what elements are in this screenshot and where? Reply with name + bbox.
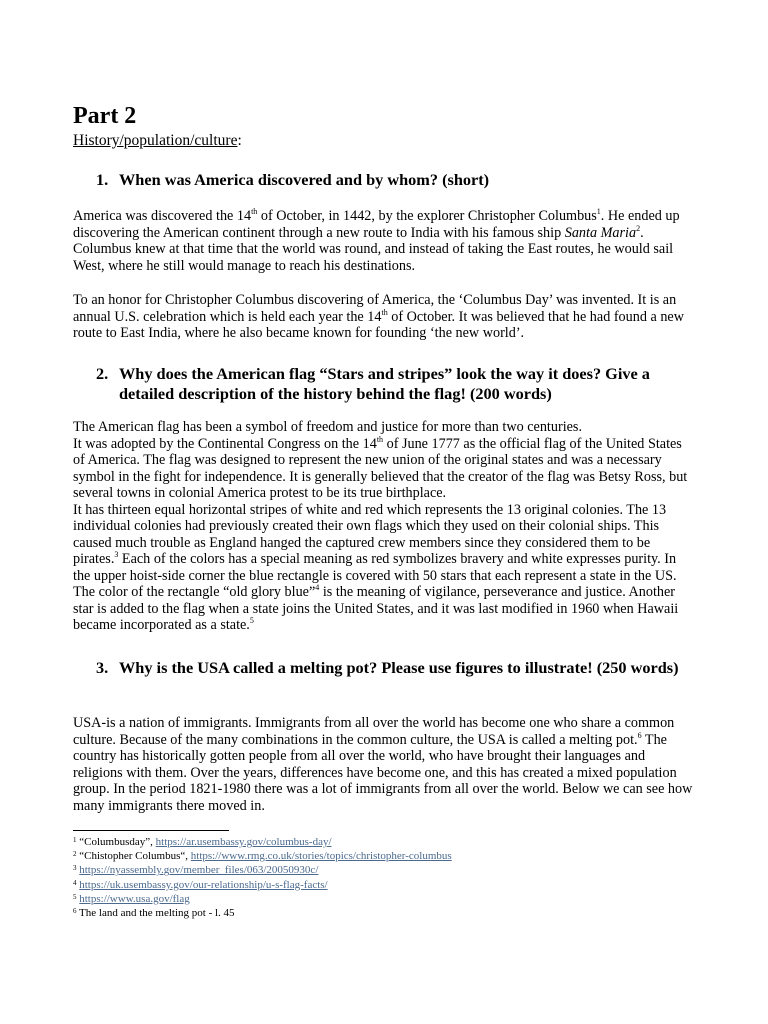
section-subheading: History/population/culture: [73,132,242,149]
footnote-link[interactable]: https://www.usa.gov/flag [79,892,190,905]
superscript: th [381,307,388,317]
superscript: th [376,434,384,444]
footnote-link[interactable]: https://uk.usembassy.gov/our-relationship/u-s-flag-facts/ [79,878,328,891]
question-text: When was America discovered and by whom? (short) [119,170,490,189]
footnotes [73,835,673,920]
superscript: th [251,207,258,216]
footnote-ref: 4 [315,583,320,592]
footnote-ref: 1 [596,207,601,216]
answer-1-paragraph-2: To an honor for Christopher Columbus discovering of America, the ‘Columbus Day’ was invented. It is an annual U.S. celebration which is held each year the 14th of October. It was believed that he had found a new route to East India, where he also became known for founding ‘the new world’. [73,292,684,341]
part-heading: Part 2 [73,103,137,129]
footnote-link[interactable]: https://www.rmg.co.uk/stories/topics/christopher-columbus [190,850,452,863]
footnote-link[interactable]: https://ar.usembassy.gov/columbus-day/ [155,836,332,848]
answer-3-paragraph: USA-is a nation of immigrants. Immigrants from all over the world has become one who share a common culture. Because of the many combinations in the common culture, the USA is called a melting pot.$^6$ The country has historically gotten people from all over the world, who have brought their languages and religions with them. Over the years, differences have become one, and this has created a mixed population group. In the period 1821-1980 there was a lot of immigrants from all over the world. Below we can see how many immigrants there moved in. [73,715,693,814]
answer-2-paragraph: The American flag has been a symbol of freedom and justice for more than two centuries. It was adopted by the Continental Congress on the 14th of June 1777 as the official flag of the United States of America. The flag was designed to represent the new union of the original states and was a necessary symbol in the fight for independence. It is generally believed that the creator of the flag was Betsy Ross, but several towns in colonial America protest to be its true birthplace. It has thirteen equal horizontal stripes of white and red which represents the 13 original colonies. The 13 individual colonies had previously created their own flags which they used on their colonial ships. This caused much trouble as England hanged the captured crew members since they considered them to be pirates.$^3$ Each of the colors has a special meaning as red symbolizes bravery and white expresses purity. In the upper hoist-side corner the blue rectangle is covered with 50 stars that each represent a state in the US. The color of the rectangle “old glory blue”$^4$ is the meaning of vigilance, perseverance and justice. Another star is added to the flag when a state joins the United States, and it was last modified in 1960 when Hawaii became incorporated as a state.$^5$ [73,419,688,633]
footnote-5: $^5$ https://www.usa.gov/flag [73,892,190,905]
question-number: 2. [96,364,109,383]
footnote-3: $^3$ https://nyassembly.gov/member_files/063/20050930c/ [73,864,319,877]
footnote-separator [73,830,229,831]
footnote-link[interactable]: https://nyassembly.gov/member_files/063/20050930c/ [79,864,319,877]
footnote-2: $^2$ “Chistopher Columbus“, https://www.rmg.co.uk/stories/topics/christopher-columbus [73,850,452,863]
footnote-6: $^6$ The land and the melting pot - l. 45 [73,907,235,920]
footnote-ref: 3 [114,550,119,559]
footnote-4: $^4$ https://uk.usembassy.gov/our-relationship/u-s-flag-facts/ [73,878,328,891]
question-text: Why does the American flag “Stars and stripes” look the way it does? Give a detailed description of the history behind the flag! (200 words) [119,364,650,403]
question-2 [73,364,695,404]
question-3 [73,658,695,678]
answer-1-paragraph-1: America was discovered the 14th of October, in 1442, by the explorer Christopher Columbus$^1$. He ended up discovering the American continent through a new route to India with his famous ship Santa Maria$^2$. Columbus knew at that time that the world was round, and instead of taking the East routes, he would sail West, where he still would manage to reach his destinations. [73,207,680,274]
footnote-ref: 6 [637,730,642,740]
footnote-ref: 2 [636,223,641,233]
question-number: 1. [96,170,109,189]
question-text: Why is the USA called a melting pot? Please use figures to illustrate! (250 words) [119,658,679,677]
footnote-ref: 5 [249,616,254,625]
question-1 [73,170,695,190]
question-number: 3. [96,658,109,677]
footnote-1: $^1$ “Columbusday”, https://ar.usembassy.gov/columbus-day/ [73,836,332,848]
